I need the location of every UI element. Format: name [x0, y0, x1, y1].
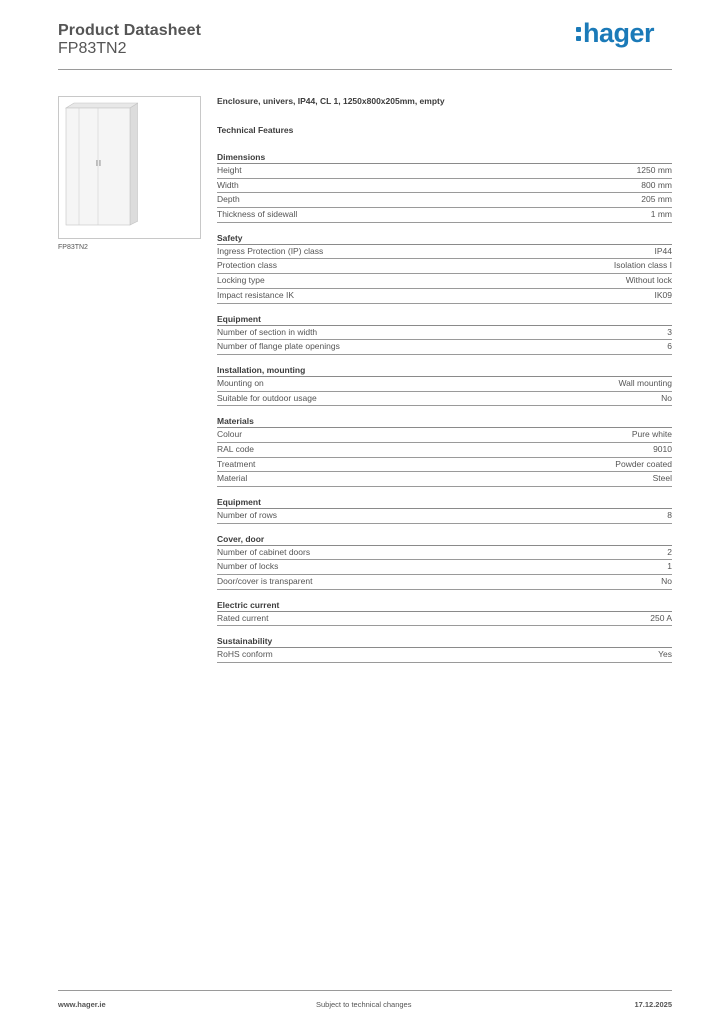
section-title: Sustainability [217, 635, 672, 648]
feature-section [217, 496, 672, 524]
feature-label: Height [217, 165, 242, 175]
feature-value: IP44 [654, 245, 672, 256]
feature-value: 250 A [650, 612, 672, 623]
section-title: Safety [217, 232, 672, 245]
feature-label: Suitable for outdoor usage [217, 392, 317, 403]
section-title: Electric current [217, 599, 672, 612]
feature-row [217, 648, 672, 663]
footer-website: www.hager.ie [58, 1000, 106, 1009]
feature-value: Yes [658, 649, 672, 660]
feature-value: No [661, 392, 672, 403]
feature-label: Depth [217, 194, 240, 205]
feature-label: Locking type [217, 275, 265, 286]
feature-section [217, 364, 672, 406]
feature-row [217, 392, 672, 407]
feature-label: Number of section in width [217, 326, 318, 337]
feature-value: 1 mm [650, 209, 672, 220]
feature-row [217, 458, 672, 473]
feature-section [217, 533, 672, 590]
feature-label: Treatment [217, 458, 256, 469]
section-title: Materials [217, 415, 672, 428]
feature-value: IK09 [654, 289, 672, 300]
section-title: Equipment [217, 496, 672, 509]
logo-dots-icon [576, 27, 581, 41]
feature-value: Wall mounting [618, 377, 672, 388]
feature-section [217, 232, 672, 304]
feature-value: No [661, 576, 672, 587]
feature-value: 800 mm [641, 179, 672, 190]
technical-features-heading: Technical Features [217, 125, 294, 135]
feature-value: Without lock [625, 275, 672, 286]
cabinet-illustration-icon [64, 102, 138, 227]
feature-row [217, 259, 672, 274]
footer-date: 17.12.2025 [634, 1000, 672, 1009]
feature-row [217, 560, 672, 575]
feature-section [217, 635, 672, 663]
feature-row [217, 326, 672, 341]
section-title: Dimensions [217, 151, 672, 164]
feature-label: Mounting on [217, 377, 264, 388]
feature-label: RAL code [217, 443, 255, 454]
feature-row [217, 164, 672, 179]
feature-value: 2 [667, 546, 672, 557]
feature-row [217, 546, 672, 561]
feature-section [217, 313, 672, 355]
feature-label: Width [217, 179, 239, 190]
feature-label: Number of locks [217, 561, 279, 572]
feature-row [217, 472, 672, 487]
feature-label: RoHS conform [217, 649, 273, 660]
feature-row [217, 274, 672, 289]
feature-row [217, 208, 672, 223]
feature-value: 6 [667, 341, 672, 352]
feature-label: Protection class [217, 260, 277, 271]
image-caption: FP83TN2 [58, 244, 88, 251]
feature-row [217, 509, 672, 524]
feature-row [217, 289, 672, 304]
page-title: Product Datasheet [58, 22, 202, 39]
feature-row [217, 575, 672, 590]
feature-row [217, 377, 672, 392]
feature-label: Number of flange plate openings [217, 341, 340, 352]
feature-value: 1 [667, 561, 672, 572]
product-image [58, 96, 201, 239]
section-title: Installation, mounting [217, 364, 672, 377]
section-title: Equipment [217, 313, 672, 326]
product-description: Enclosure, univers, IP44, CL 1, 1250x800x205mm, empty [217, 96, 445, 106]
product-details [217, 96, 672, 672]
feature-section [217, 599, 672, 627]
section-title: Cover, door [217, 533, 672, 546]
feature-section [217, 415, 672, 487]
feature-row [217, 340, 672, 355]
feature-row [217, 428, 672, 443]
feature-label: Door/cover is transparent [217, 576, 313, 587]
footer-notice: Subject to technical changes [316, 1000, 412, 1009]
feature-value: Isolation class I [613, 260, 672, 271]
feature-value: 1250 mm [636, 165, 672, 175]
feature-label: Impact resistance IK [217, 289, 295, 300]
feature-label: Thickness of sidewall [217, 209, 298, 220]
feature-value: Powder coated [615, 458, 672, 469]
feature-value: 3 [667, 326, 672, 337]
feature-row [217, 443, 672, 458]
feature-row [217, 245, 672, 260]
feature-row [217, 193, 672, 208]
feature-value: 205 mm [641, 194, 672, 205]
feature-value: 9010 [653, 443, 672, 454]
feature-row [217, 179, 672, 194]
feature-value: Pure white [631, 429, 672, 440]
feature-sections [217, 151, 672, 663]
feature-label: Number of cabinet doors [217, 546, 311, 557]
feature-label: Material [217, 473, 248, 484]
feature-label: Number of rows [217, 510, 277, 520]
feature-label: Colour [217, 429, 243, 440]
feature-value: Steel [652, 473, 672, 484]
logo-text: hager [582, 18, 654, 48]
feature-label: Rated current [217, 612, 269, 623]
feature-label: Ingress Protection (IP) class [217, 245, 324, 256]
page-header [58, 18, 672, 70]
hager-logo [576, 18, 654, 49]
page-footer [58, 990, 672, 1010]
feature-value: 8 [667, 510, 672, 520]
feature-row [217, 612, 672, 627]
feature-section [217, 151, 672, 223]
product-code: FP83TN2 [58, 40, 127, 57]
